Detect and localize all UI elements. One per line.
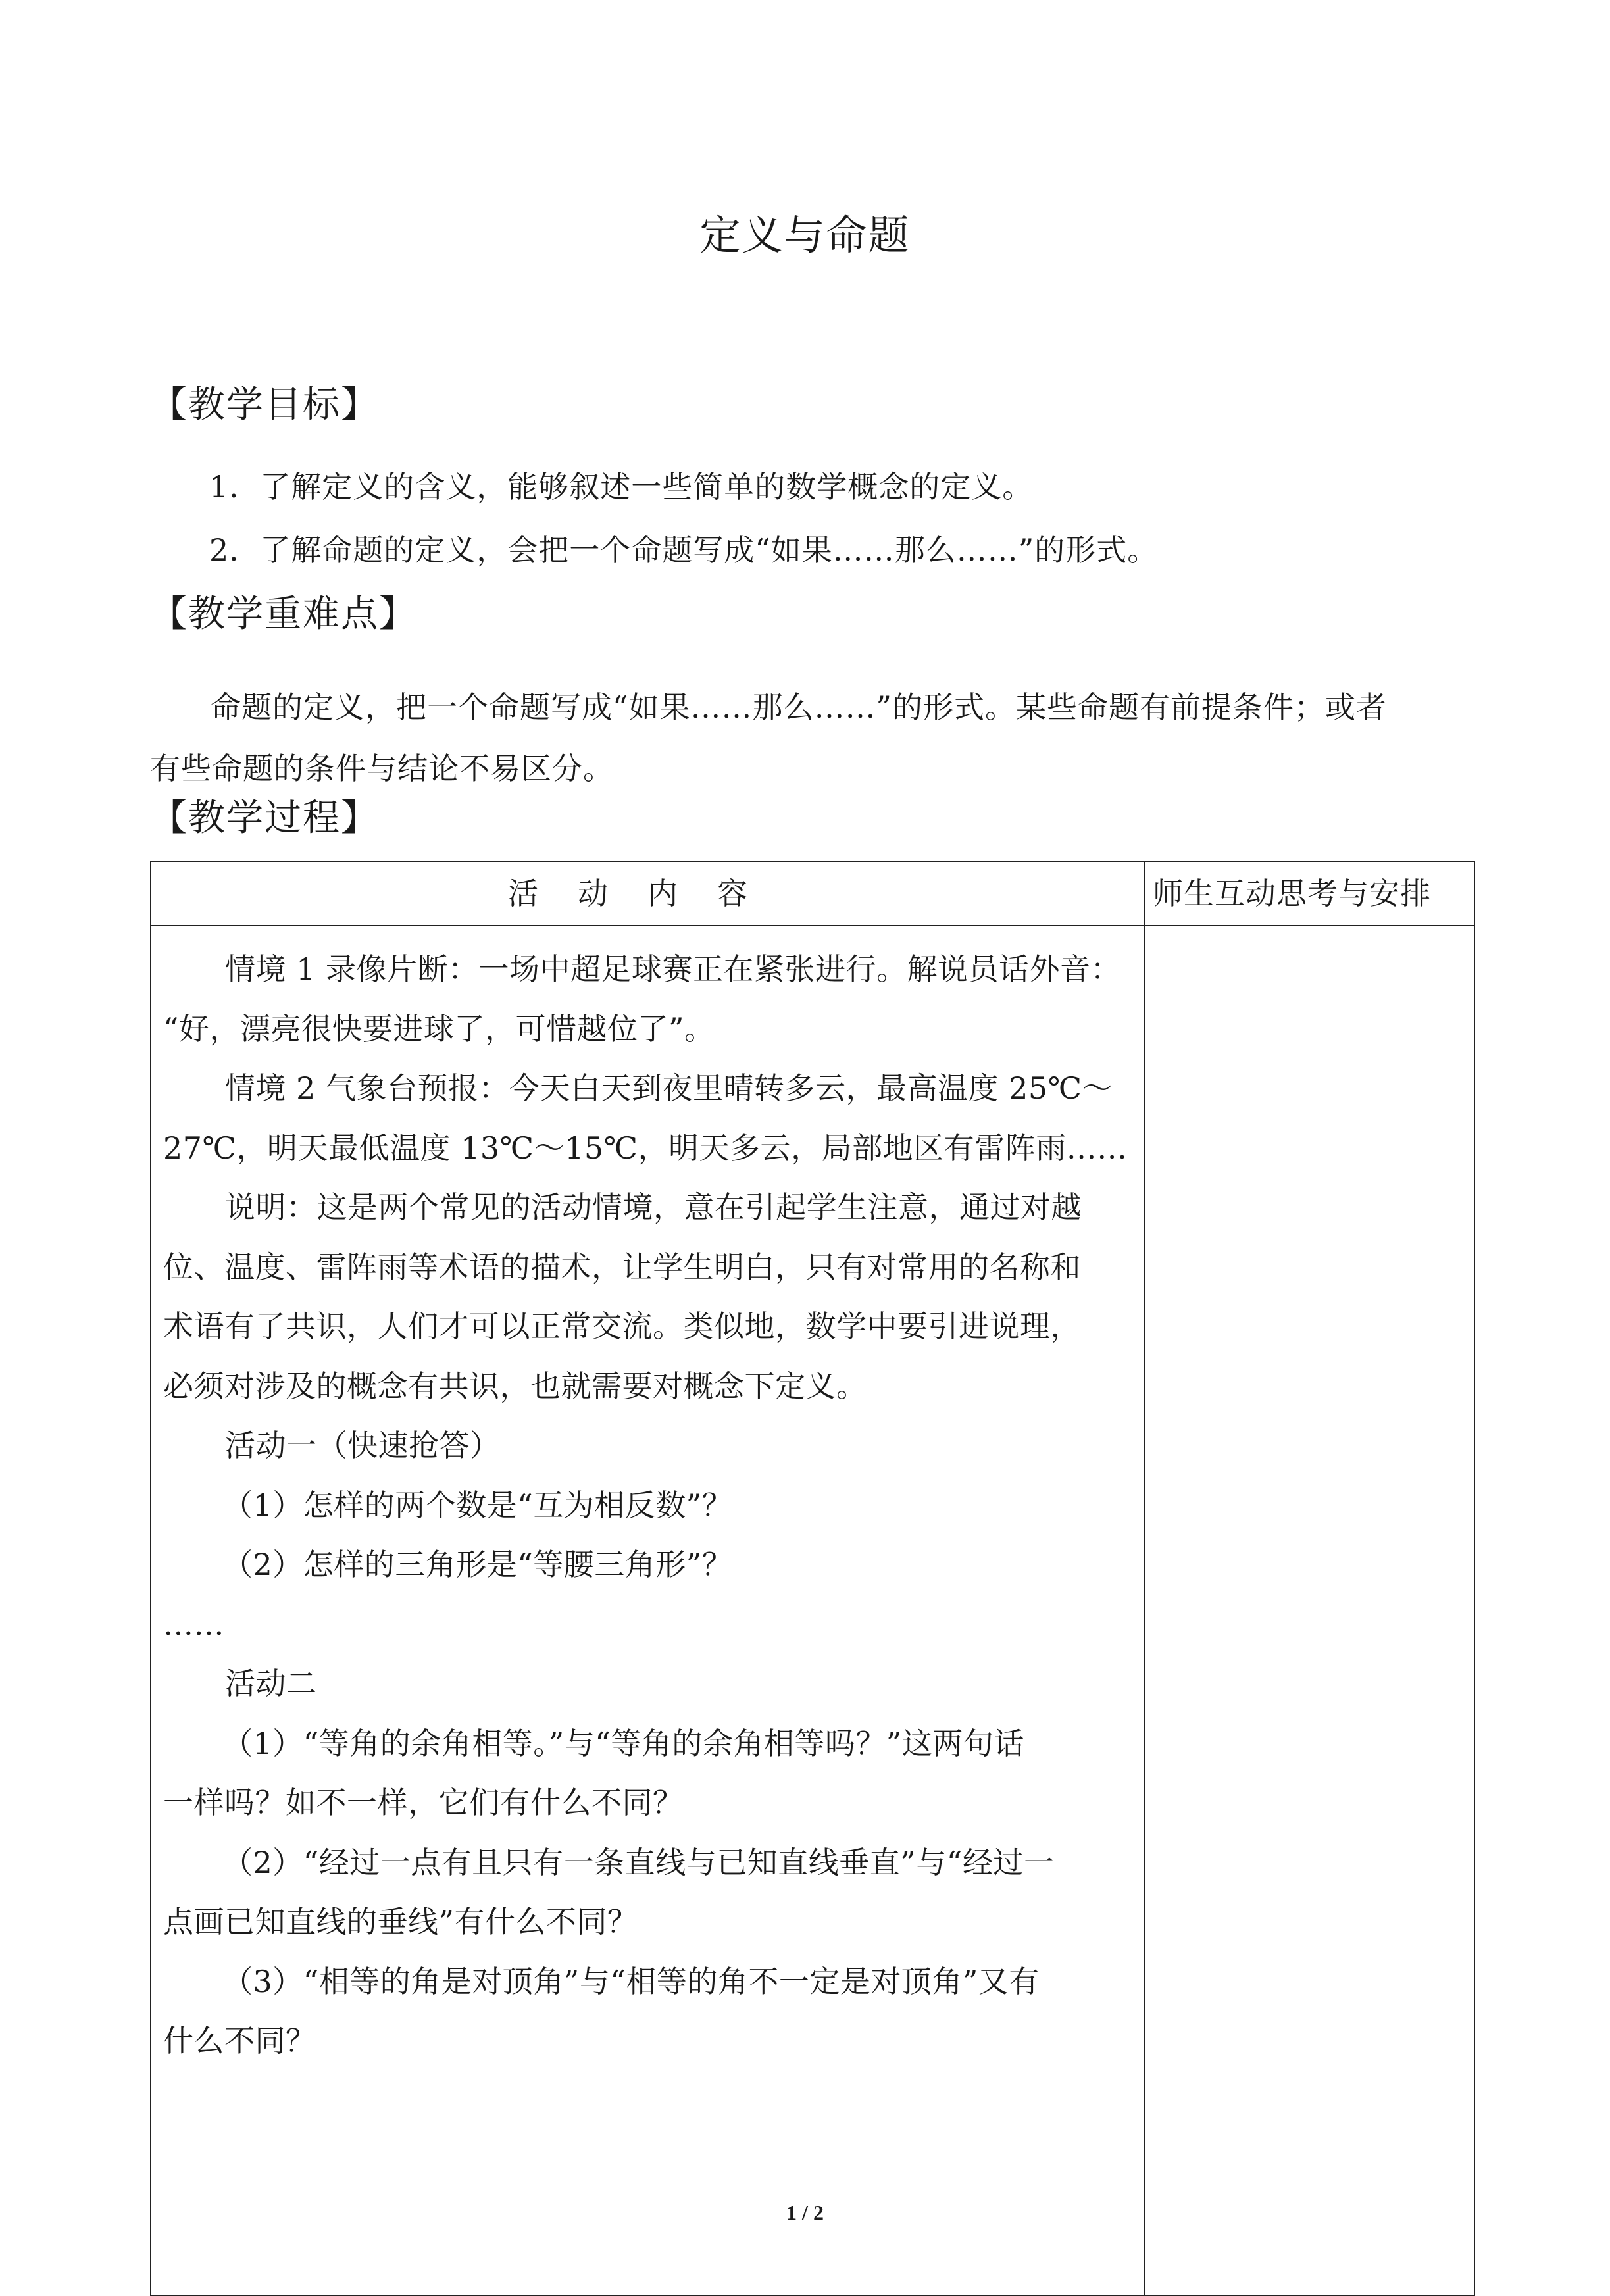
page-number: 1 / 2 [786,2201,824,2224]
content-line: 情境 1 录像片断：一场中超足球赛正在紧张进行。解说员话外音： [225,951,1122,987]
document-title: 定义与命题 [699,211,911,259]
content-line: 术语有了共识，人们才可以正常交流。类似地，数学中要引进说理， [163,1309,1081,1344]
content-line: （2）“经过一点有且只有一条直线与已知直线垂直”与“经过一 [222,1844,1055,1880]
content-line: （1）“等角的余角相等。”与“等角的余角相等吗？”这两句话 [222,1725,1024,1761]
content-line: 情境 2 气象台预报：今天白天到夜里晴转多云，最高温度 25℃～ [225,1070,1113,1106]
teacher-notes-cell [1144,926,1474,2295]
activity-content-cell [151,926,1144,2295]
content-line: …… [163,1606,224,1642]
difficulty-line: 命题的定义，把一个命题写成“如果……那么……”的形式。某些命题有前提条件；或者 [211,689,1388,725]
content-line: 27℃，明天最低温度 13℃～15℃，明天多云，局部地区有雷阵雨…… [163,1130,1128,1166]
content-line: 活动一（快速抢答） [225,1428,501,1463]
content-line: 什么不同？ [163,2023,316,2059]
table-row [151,926,1474,2295]
content-line: （2）怎样的三角形是“等腰三角形”？ [222,1547,733,1582]
content-line: 点画已知直线的垂线”有什么不同？ [163,1904,638,1939]
goals-heading: 【教学目标】 [150,384,379,426]
table-header-row [151,861,1474,926]
content-line: 一样吗？如不一样，它们有什么不同？ [163,1785,684,1820]
process-table [150,861,1475,2296]
content-line: （3）“相等的角是对顶角”与“相等的角不一定是对顶角”又有 [222,1963,1040,1999]
content-line: 必须对涉及的概念有共识，也就需要对概念下定义。 [163,1368,867,1404]
difficulty-paragraph [150,672,1459,795]
goal-item-1: 1．了解定义的含义，能够叙述一些简单的数学概念的定义。 [209,469,1034,505]
difficulty-line: 有些命题的条件与结论不易区分。 [150,751,614,786]
process-heading: 【教学过程】 [150,797,379,839]
content-line: 活动二 [225,1666,317,1701]
content-line: （1）怎样的两个数是“互为相反数”？ [222,1487,733,1523]
content-line: “好，漂亮很快要进球了，可惜越位了”。 [163,1011,715,1047]
column-header-teacher: 师生互动思考与安排 [1144,861,1474,926]
content-line: 说明：这是两个常见的活动情境，意在引起学生注意，通过对越 [225,1189,1082,1225]
goal-item-2: 2．了解命题的定义，会把一个命题写成“如果……那么……”的形式。 [209,532,1159,568]
difficulty-heading: 【教学重难点】 [150,593,417,636]
column-header-activity: 活动内容 [151,861,1144,926]
content-line: 位、温度、雷阵雨等术语的描术，让学生明白，只有对常用的名称和 [163,1249,1081,1285]
